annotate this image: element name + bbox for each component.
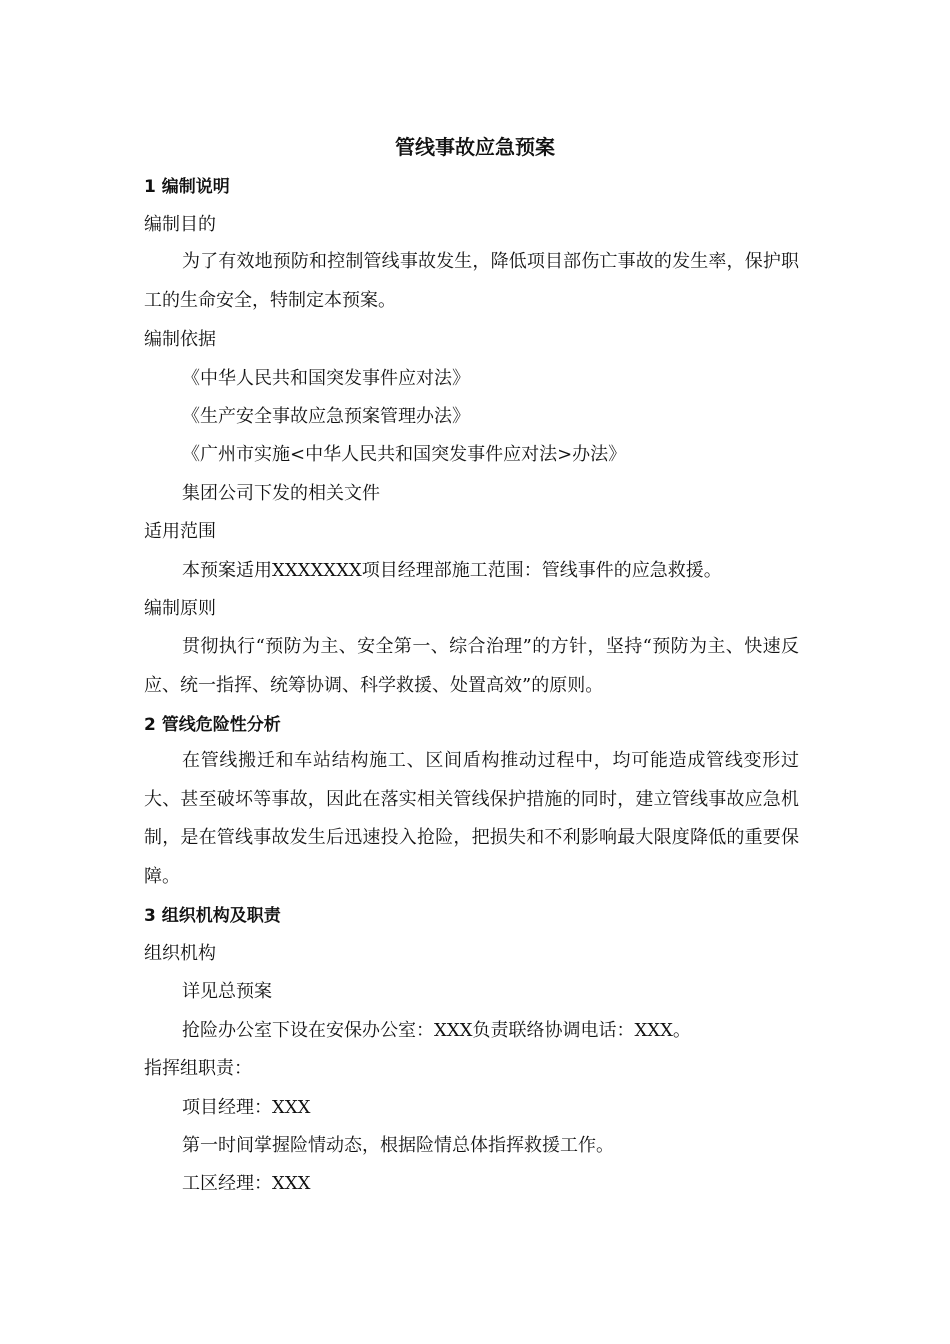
duty-item: 第一时间掌握险情动态，根据险情总体指挥救援工作。 [182, 1135, 614, 1156]
section-heading-3: 3 组织机构及职责 [144, 906, 281, 926]
subheading-principle: 编制原则 [144, 598, 216, 619]
org-item: 详见总预案 [182, 981, 272, 1002]
basis-item: 《广州市实施<中华人民共和国突发事件应对法>办法》 [182, 444, 627, 465]
subheading-organization: 组织机构 [144, 943, 216, 964]
paragraph-scope: 本预案适用XXXXXXX项目经理部施工范围：管线事件的应急救援。 [182, 560, 722, 581]
section-heading-1: 1 编制说明 [144, 177, 230, 197]
subheading-command-duties: 指挥组职责： [144, 1058, 252, 1079]
duty-item: 项目经理：XXX [182, 1097, 311, 1118]
subheading-purpose: 编制目的 [144, 214, 216, 235]
section-heading-2: 2 管线危险性分析 [144, 715, 281, 735]
basis-item: 集团公司下发的相关文件 [182, 483, 380, 504]
document-title: 管线事故应急预案 [395, 135, 555, 159]
basis-item: 《中华人民共和国突发事件应对法》 [182, 368, 470, 389]
paragraph-risk-analysis: 在管线搬迁和车站结构施工、区间盾构推动过程中，均可能造成管线变形过大、甚至破坏等事故，因此在落实相关管线保护措施的同时，建立管线事故应急机制，是在管线事故发生后迅速投入抢险，把损失和不利影响最大限度降低的重要保障。 [144, 750, 799, 887]
duty-item: 工区经理：XXX [182, 1173, 311, 1194]
org-item: 抢险办公室下设在安保办公室：XXX负责联络协调电话：XXX。 [182, 1020, 691, 1041]
basis-item: 《生产安全事故应急预案管理办法》 [182, 406, 470, 427]
subheading-scope: 适用范围 [144, 521, 216, 542]
subheading-basis: 编制依据 [144, 329, 216, 350]
paragraph-purpose: 为了有效地预防和控制管线事故发生，降低项目部伤亡事故的发生率，保护职工的生命安全，特制定本预案。 [144, 251, 799, 311]
paragraph-principle: 贯彻执行“预防为主、安全第一、综合治理”的方针，坚持“预防为主、快速反应、统一指挥、统筹协调、科学救援、处置高效”的原则。 [144, 636, 799, 696]
